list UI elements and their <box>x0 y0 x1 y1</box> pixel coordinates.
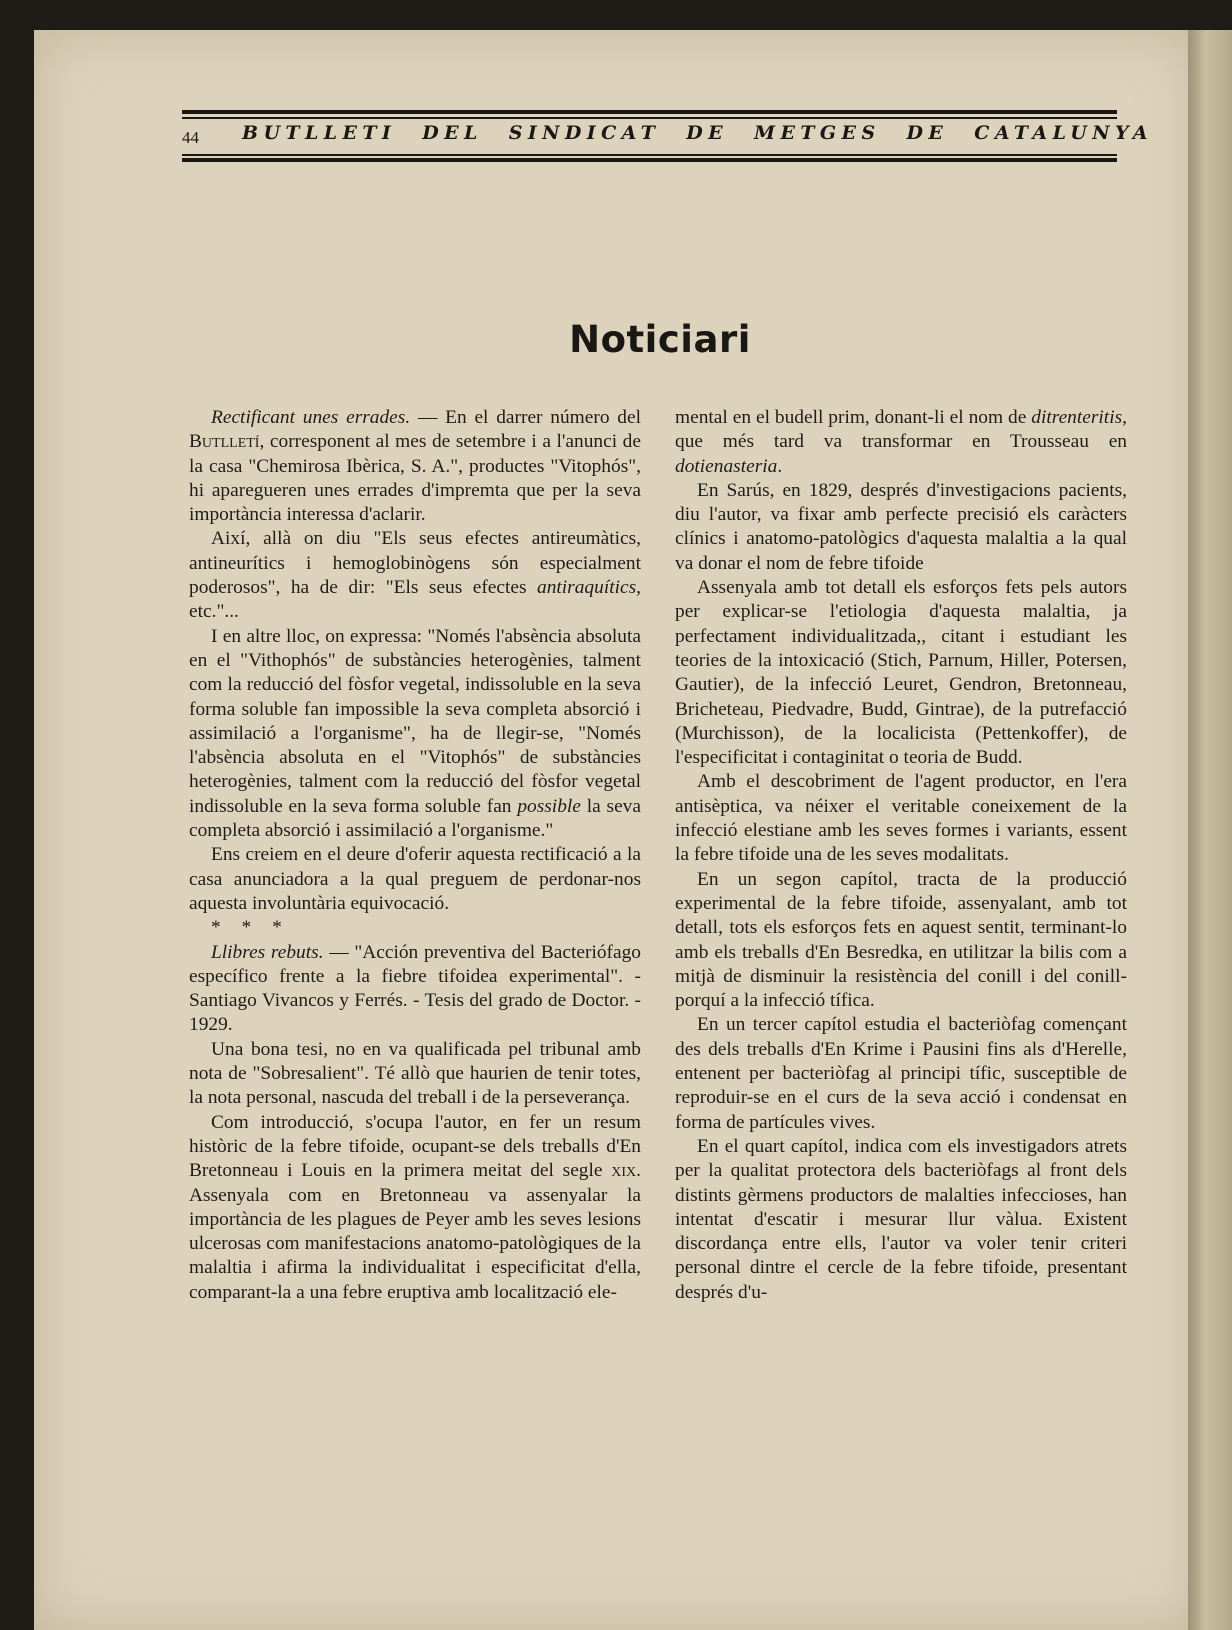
text-run: Així, allà on diu "Els seus efectes antireumàtics, antineurítics i hemoglobinògens són especialment poderosos", ha de dir: "Els seus efectes <box>189 528 641 599</box>
paragraph: En el quart capítol, indica com els investigadors atrets per la qualitat protectora dels bacteriòfags al front dels distints gèrmens productors de malalties infeccioses, han intentat d'escatir i mesurar llur vàlua. Existent discordança entre ells, l'autor va voler tenir criteri personal dintre el cercle de la febre tifoide, presentant després d'u- <box>675 1135 1127 1303</box>
paragraph: Amb el descobriment de l'agent productor, en l'era antisèptica, va néixer el veritable coneixement de la infecció elestiane amb les seves formes i variants, essent la febre tifoide una de les seves modalitats. <box>675 771 1127 866</box>
header-rule <box>182 154 1117 156</box>
paragraph: En un segon capítol, tracta de la producció experimental de la febre tifoide, assenyalant, amb tot detall, tots els esforços fets en aquest sentit, terminant-lo amb els treballs d'En Besredka, en utilitzar la bilis com a mitjà de disminuir la resistència del conill i del conill-porquí a la infecció tífica. <box>675 868 1127 1012</box>
text-run: . <box>777 455 783 477</box>
text-run: la seva completa absorció i assimilació a l'organisme." <box>189 795 641 842</box>
text-run: — En el darrer número del <box>410 407 641 428</box>
page-gutter <box>1188 30 1232 1630</box>
emphasis: ditrenteritis <box>1031 407 1123 428</box>
section-title: Noticiari <box>569 318 751 361</box>
text-run: , corresponent al mes de setembre i a l'anunci de la casa "Chemirosa Ibèrica, S. A.", productes "Vitophós", hi aparegueren unes errades d'impremta que per la seva importància interessa d'aclarir. <box>189 431 641 526</box>
emphasis: dotienasteria <box>675 455 778 477</box>
emphasis: antiraquítics <box>537 577 637 599</box>
roman-numeral: xix <box>611 1160 637 1182</box>
paragraph <box>189 406 641 527</box>
paragraph <box>189 1111 641 1305</box>
text-run: I en altre lloc, on expressa: "Només l'absència absoluta en el "Vithophós" de substàncies heterogènies, talment com la reducció del fòsfor vegetal, indissoluble en la seva forma soluble fan impossible la seva completa absorció i assimilació a l'organisme", ha de llegir-se, "Només l'absència absoluta en el "Vitophós" de substàncies heterogènies, talment com la reducció del fòsfor vegetal indissoluble en la seva forma soluble fan <box>189 625 641 817</box>
paragraph: Ens creiem en el deure d'oferir aquesta rectificació a la casa anunciadora a la qual preguem de perdonar-nos aquesta involuntària equivocació. <box>189 844 641 914</box>
text-run: mental en el budell prim, donant-li el nom de <box>675 407 1032 428</box>
text-run: — "Acción preventiva del Bacteriófago específico frente a la fiebre tifoidea experimental". - Santiago Vivancos y Ferrés. - Tesis del grado de Doctor. - 1929. <box>189 941 641 1036</box>
text-run: , etc."... <box>189 577 641 623</box>
left-column <box>189 406 641 1305</box>
header-rule <box>182 110 1117 114</box>
text-run: , que més tard va transformar en Trousseau en <box>675 407 1127 453</box>
running-header <box>182 110 1153 162</box>
paragraph: En un tercer capítol estudia el bacteriòfag començant des dels treballs d'En Krime i Pausini fins als d'Herelle, entenent per bacteriòfag al principi tífic, susceptible de reproduir-se en el curs de la seva acció i condensat en forma de partícules vives. <box>675 1014 1127 1133</box>
emphasis: possible <box>517 795 581 817</box>
paragraph: Una bona tesi, no en va qualificada pel tribunal amb nota de "Sobresalient". Té allò que haurien de tenir totes, la nota personal, nascuda del treball i de la perseverança. <box>189 1038 641 1109</box>
header-rule <box>182 158 1117 162</box>
paragraph: En Sarús, en 1829, després d'investigacions pacients, diu l'autor, va fixar amb perfecte precisió els caràcters clínics i anatomo-patològics d'aquesta malaltia a la qual va donar el nom de febre tifoide <box>675 479 1127 574</box>
paragraph <box>189 625 641 844</box>
section-lead: Llibres rebuts. <box>211 941 324 963</box>
text-run: . Assenyala com en Bretonneau va assenyalar la importància de les plagues de Peyer amb les seves lesions ulcerosas com manifestacions anatomo-patològiques de la malaltia i afirma la individualitat i especificitat d'ella, comparant-la a una febre eruptiva amb localització ele- <box>189 1160 641 1303</box>
page-number: 44 <box>182 128 199 147</box>
section-separator: * * * <box>211 917 290 939</box>
journal-name: Butlletí <box>189 431 260 453</box>
text-run: Com introducció, s'ocupa l'autor, en fer un resum històric de la febre tifoide, ocupant-se dels treballs d'En Bretonneau i Louis en la primera meitat del segle <box>189 1111 641 1182</box>
section-lead: Rectificant unes errades. <box>211 407 411 428</box>
running-title: BUTLLETI DEL SINDICAT DE METGES DE CATALUNYA <box>242 122 1153 144</box>
paragraph <box>189 941 641 1038</box>
header-rule <box>182 117 1117 119</box>
paragraph <box>675 406 1127 479</box>
paragraph: Assenyala amb tot detall els esforços fets pels autors per explicar-se l'etiologia d'aquesta malaltia, ja perfectament individualitzada,, citant i estudiant les teories de la intoxicació (Stich, Parnum, Hiller, Potersen, Gautier), de la infecció Leuret, Gendron, Bretonneau, Bricheteau, Piedvadre, Budd, Gintrae), de la putrefacció (Murchisson), de la localicista (Pettenkoffer), de l'especificitat i contaginitat o teoria de Budd. <box>675 577 1127 769</box>
right-column <box>675 406 1127 1305</box>
paragraph <box>189 527 641 624</box>
